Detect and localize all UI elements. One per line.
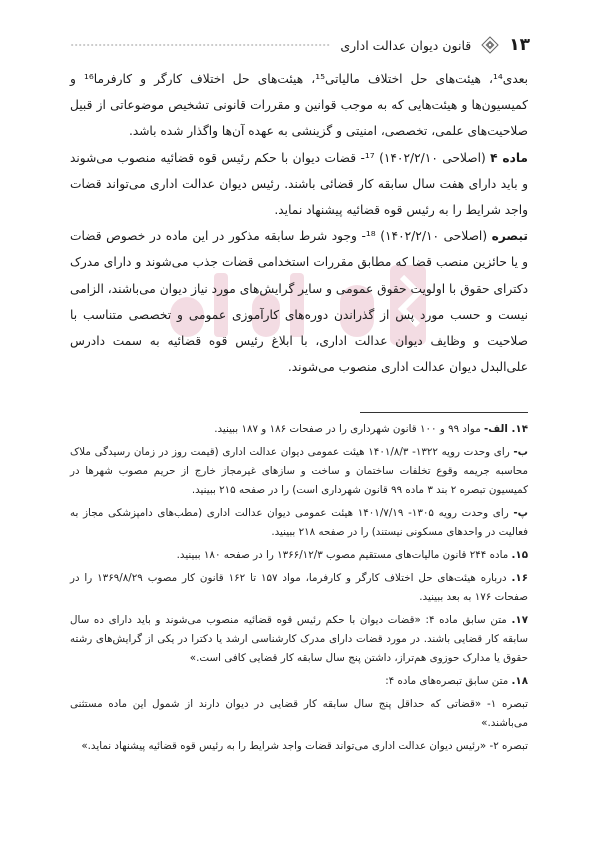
footnote-number: ۱۶. [511,572,528,584]
footnote [70,443,528,500]
page-header [70,30,530,60]
footnote-text: رای وحدت رویه ۱۳۰۵- ۱۴۰۱/۷/۱۹ هیئت عمومی دیوان عدالت اداری (مطب‌های دامپزشکی مجاز به فعالیت در واحدهای مسکونی نیستند) را در صفحه ۲۱۸ ببینید. [70,507,528,538]
article-4-text: (اصلاحی ۱۴۰۲/۲/۱۰) ¹⁷- قضات دیوان با حکم رئیس قوه قضائیه منصوب می‌شوند و باید دارای هفت سال سابقه کار قضائی باشند. رئیس دیوان عدالت اداری می‌تواند قضات واجد شرایط را به رئیس قوه قضائیه پیشنهاد نماید. [70,150,528,218]
article-4 [70,145,528,224]
main-text [70,66,528,380]
footnote-number: ۱۸. [511,675,528,687]
footnotes [70,420,528,760]
running-title: قانون دیوان عدالت اداری [340,37,472,53]
footnote [70,695,528,733]
footnote-text: مواد ۹۹ و ۱۰۰ قانون شهرداری را در صفحات ۱۸۶ و ۱۸۷ ببینید. [214,423,484,435]
footnote-number: ۱۷. [511,614,528,626]
diamond-ornament-icon [481,36,499,54]
footnote [70,737,528,756]
footnote-text: درباره هیئت‌های حل اختلاف کارگر و کارفرما، مواد ۱۵۷ تا ۱۶۲ قانون کار مصوب ۱۳۶۹/۸/۲۹ را در صفحات ۱۷۶ به بعد ببینید. [70,572,528,603]
page-number: ۱۳ [509,35,530,55]
footnote-number: ب- [513,446,528,458]
footnote [70,546,528,565]
footnote-text: تبصره ۱- «قضاتی که حداقل پنج سال سابقه کار قضایی در دیوان دارند از شمول این ماده مستثنی می‌باشند.» [70,698,528,729]
note-text: (اصلاحی ۱۴۰۲/۲/۱۰) ¹⁸- وجود شرط سابقه مذکور در این ماده در خصوص قضات و یا حائزین منصب قضا که مطابق مقررات استخدامی قضات جذب می‌شوند و دارای مدرک دکترای حقوق با اولویت حقوق عمومی و سایر گرایش‌های مورد نیاز دیوان می‌باشند، الزامی نیست و حسب مورد پس از گذراندن دوره‌های کارآموزی عمومی و تخصصی متناسب با صلاحیت و وظایف دیوان عدالت اداری، با ابلاغ رئیس قوه قضائیه به سمت دادرس علی‌البدل دیوان عدالت اداری منصوب می‌شوند. [70,229,528,375]
footnote [70,611,528,668]
footnote-number: پ- [513,507,528,519]
footnote-text: تبصره ۲- «رئیس دیوان عدالت اداری می‌تواند قضات واجد شرایط را به رئیس قوه قضائیه پیشنهاد نماید.» [81,740,528,752]
header-dotted-rule [70,39,330,51]
footnote [70,569,528,607]
footnote [70,672,528,691]
footnote-number: ۱۴. الف- [483,423,528,435]
footnote-text: متن سابق ماده ۴: «قضات دیوان با حکم رئیس قوه قضائیه منصوب می‌شوند و باید دارای ده سال سابقه کار قضایی باشند. در مورد قضات دارای مدرک کارشناسی ارشد یا دکترا در یکی از گرایش‌های رشته حقوق یا مدارک حوزوی هم‌تراز، داشتن پنج سال سابقه کار قضایی کافی است.» [70,614,528,664]
footnote-number: ۱۵. [511,549,528,561]
footnote [70,420,528,439]
note-paragraph [70,223,528,380]
footnote [70,504,528,542]
note-label: تبصره [491,229,528,244]
paragraph-continuation: بعدی¹⁴، هیئت‌های حل اختلاف مالیاتی¹⁵، هیئت‌های حل اختلاف کارگر و کارفرما¹⁶ و کمیسیون‌ها و هیئت‌هایی که به موجب قوانین و مقررات قانونی تشخیص موضوعاتی از قبیل صلاحیت‌های علمی، تخصصی، امنیتی و گزینشی به عهده آن‌ها واگذار شده باشد. [70,72,528,139]
footnote-text: رای وحدت رویه ۱۳۲۲- ۱۴۰۱/۸/۳ هیئت عمومی دیوان عدالت اداری (قیمت روز در زمان رسیدگی ملاک محاسبه جریمه وقوع تخلفات ساختمان و ساخت و سازهای غیرمجاز خارج از حریم مصوب شهرها در کمیسیون تبصره ۲ بند ۳ ماده ۹۹ قانون شهرداری است) را در صفحه ۲۱۵ ببینید. [70,446,528,496]
footnote-text: ماده ۲۴۴ قانون مالیات‌های مستقیم مصوب ۱۳۶۶/۱۲/۳ را در صفحه ۱۸۰ ببینید. [176,549,512,561]
footnote-separator [360,412,528,413]
article-4-label: ماده ۴ [490,150,528,165]
footnote-text: متن سابق تبصره‌های ماده ۴: [385,675,512,687]
